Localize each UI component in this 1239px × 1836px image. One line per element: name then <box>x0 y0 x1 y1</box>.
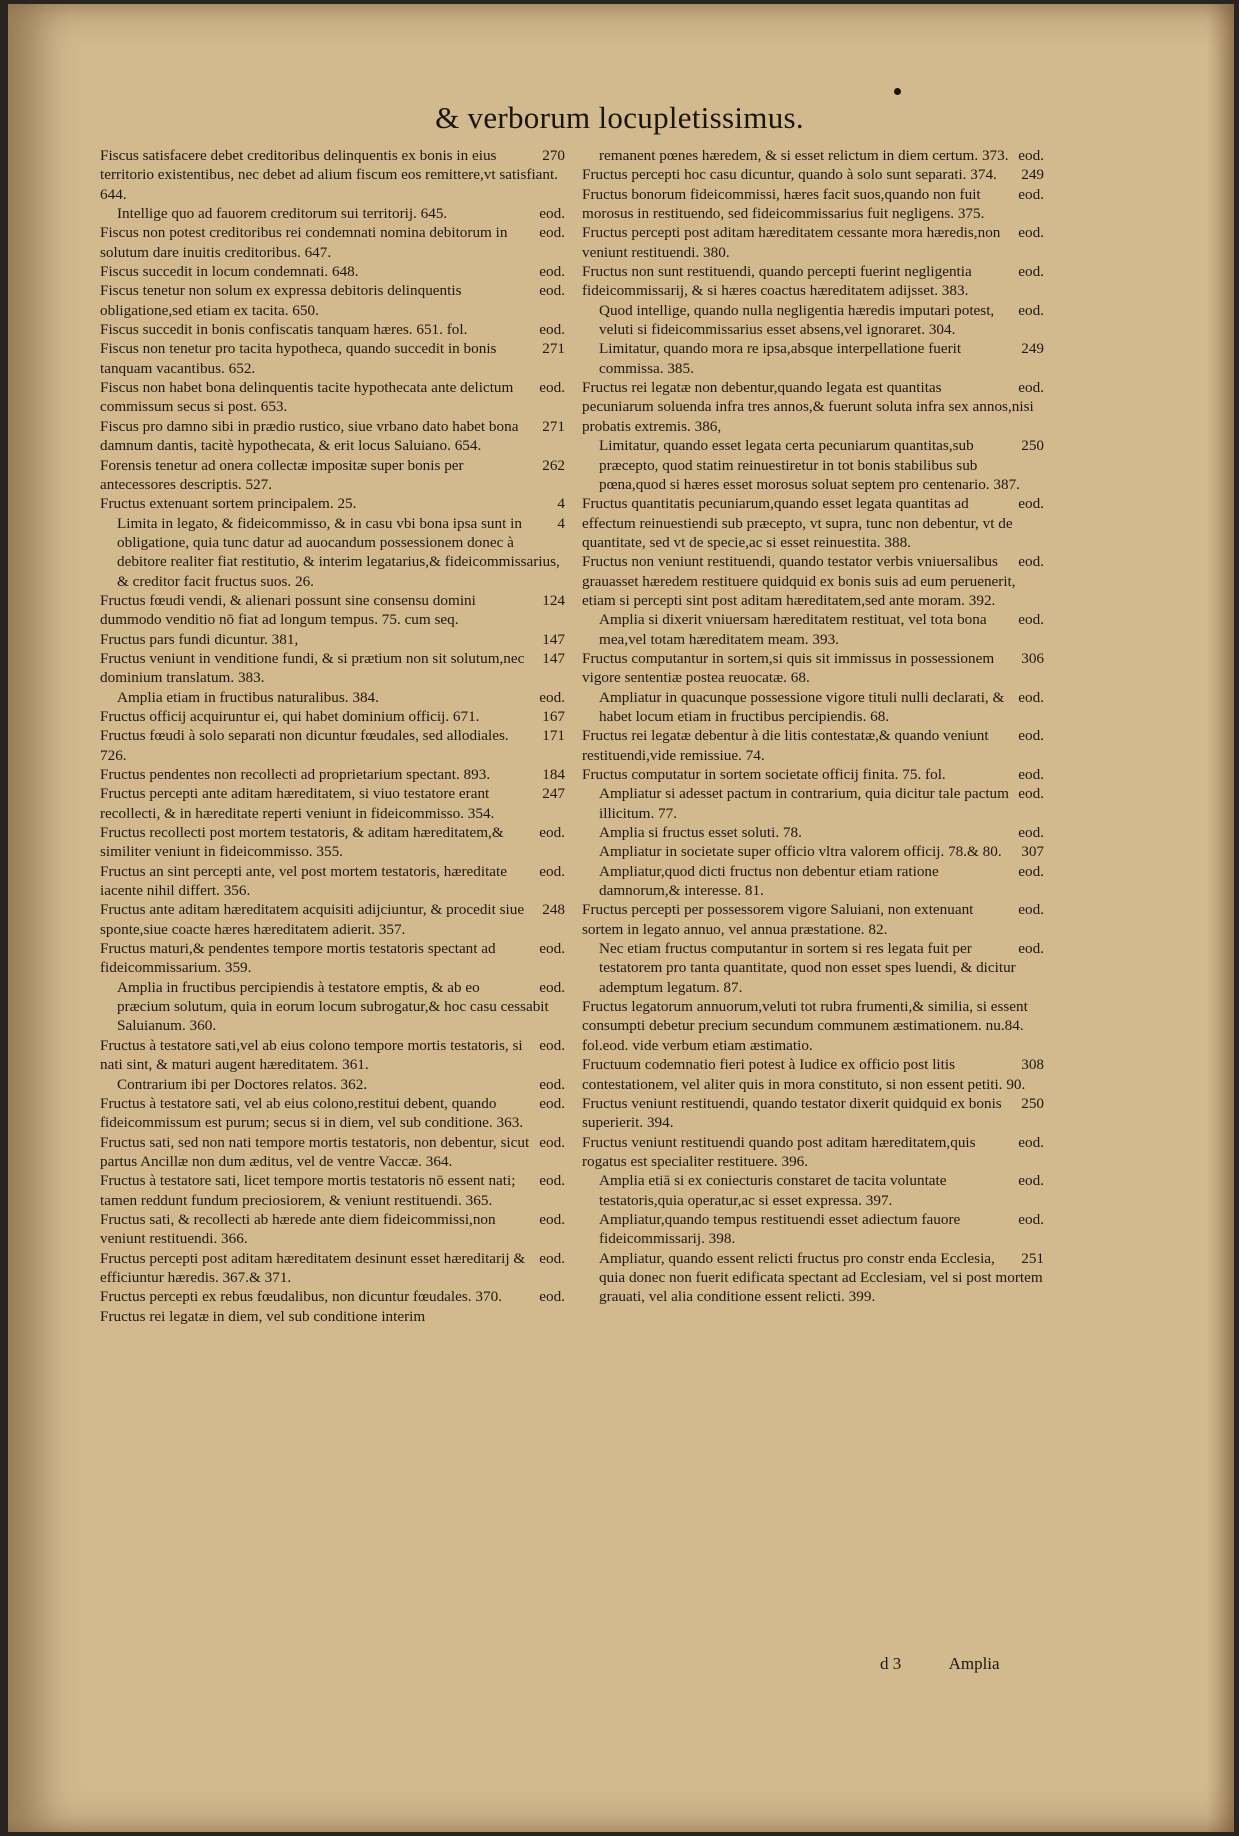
entry-text: Fructus percepti hoc casu dicuntur, quando à solo sunt separati. 374. <box>582 166 997 184</box>
entry-text: Fructus extenuant sortem principalem. 25. <box>100 495 357 513</box>
entry-text: Fructus veniunt in venditione fundi, & si prætium non sit solutum,nec dominium translatum. 383. <box>100 649 525 687</box>
entry-reference: 147 <box>542 630 565 648</box>
entry-text: Fructus percepti post aditam hæreditatem cessante mora hæredis,non veniunt restituendi. 380. <box>582 224 1001 261</box>
index-entry <box>100 900 565 939</box>
index-entry <box>582 823 1044 842</box>
entry-text: Fructus an sint percepti ante, vel post mortem testatoris, hæreditate iacente nihil differt. 356. <box>100 862 508 900</box>
entry-text: Limita in legato, & fideicommisso, & in casu vbi bona ipsa sunt in obligatione, quia tunc datur ad auocandum possessionem donec à debitore realiter fiat restitutio, & interim legatarius,& fideicommissarius, & creditor facit fructus suos. 26. <box>117 514 560 590</box>
entry-text: Amplia si dixerit vniuersam hæreditatem restituat, vel tota bona mea,vel totam hæreditatem meam. 393. <box>599 611 987 648</box>
entry-text: Amplia etiam in fructibus naturalibus. 384. <box>117 688 379 706</box>
index-entry <box>100 1094 565 1133</box>
entry-reference: eod. <box>539 1288 565 1306</box>
index-entry <box>100 456 565 495</box>
entry-text: Fructus à testatore sati, vel ab eius colono,restitui debent, quando fideicommissum est purum; secus si in diem, vel sub conditione. 363. <box>100 1094 524 1132</box>
index-entry <box>100 417 565 456</box>
index-entry <box>582 339 1044 378</box>
entry-reference: 4 <box>557 514 565 532</box>
entry-text: Nec etiam fructus computantur in sortem si res legata fuit per testatorem pro tanta quantitate, quod non esset spes luendi, & dicitur ademptum legatum. 87. <box>599 940 1016 996</box>
index-entry <box>582 726 1044 765</box>
entry-text: Amplia in fructibus percipiendis à testatore emptis, & ab eo præcium solutum, quia in eorum locum subrogatur,& hoc casu cessabit Saluianum. 360. <box>117 978 549 1035</box>
index-entry <box>100 1171 565 1210</box>
index-entry <box>100 339 565 378</box>
entry-reference: eod. <box>539 1210 565 1228</box>
entry-text: Fructus à testatore sati,vel ab eius colono tempore mortis testatoris, si nati sint, & maturi augent hæreditatem. 361. <box>100 1036 523 1074</box>
index-entry <box>100 146 565 204</box>
entry-text: Ampliatur si adesset pactum in contrarium, quia dicitur tale pactum illicitum. 77. <box>599 785 1009 822</box>
entry-text: Fructus veniunt restituendi, quando testator dixerit quidquid ex bonis superierit. 394. <box>582 1094 1002 1132</box>
index-entry <box>100 726 565 765</box>
index-entry <box>582 1133 1044 1172</box>
entry-reference: eod. <box>1018 263 1044 281</box>
entry-text: Fructus computatur in sortem societate officij finita. 75. fol. <box>582 766 946 783</box>
entry-text: Fructus à testatore sati, licet tempore mortis testatoris nō essent nati; tamen reddunt fundum preciosiorem, & veniunt restituendi. 365. <box>100 1172 516 1209</box>
entry-reference: eod. <box>1018 1133 1044 1151</box>
index-entry <box>582 378 1044 436</box>
entry-reference: 271 <box>542 340 565 358</box>
index-entry <box>100 320 565 339</box>
index-entry <box>100 1210 565 1249</box>
entry-text: Forensis tenetur ad onera collectæ impositæ super bonis per antecessores descriptis. 527. <box>100 456 464 493</box>
entry-text: Limitatur, quando mora re ipsa,absque interpellatione fuerit commissa. 385. <box>599 340 962 377</box>
index-entry <box>100 1075 565 1094</box>
index-entry <box>582 262 1044 301</box>
entry-text: Fructus quantitatis pecuniarum,quando esset legata quantitas ad effectum reinuestiendi sub præcepto, vt supra, tunc non debentur, vt de quantitate, sed vt de specie,ac si esset reinuestita. 388. <box>582 495 1013 551</box>
index-entry <box>582 165 1044 184</box>
entry-reference: 249 <box>1021 340 1044 358</box>
entry-text: Fructus bonorum fideicommissi, hæres facit suos,quando non fuit morosus in restituendo, sed fideicommissarius fuit negligens. 375. <box>582 185 985 223</box>
entry-reference: eod. <box>539 978 565 996</box>
entry-text: Limitatur, quando esset legata certa pecuniarum quantitas,sub præcepto, quod statim reinuestiretur in tot bonis stabilibus sub pœna,quod si hæres esset morosus soluat septem pro centenario. 387. <box>599 437 1020 493</box>
entry-reference: 270 <box>542 147 565 164</box>
entry-reference: 124 <box>542 591 565 609</box>
index-entry <box>100 591 565 630</box>
index-entry <box>582 552 1044 610</box>
entry-reference: eod. <box>1018 553 1044 571</box>
signature-mark: d 3 <box>880 1654 902 1673</box>
entry-text: Amplia etiā si ex coniecturis constaret de tacita voluntate testatoris,quia operatur,ac si esset expressa. 397. <box>599 1172 947 1209</box>
entry-reference: eod. <box>539 263 565 281</box>
entry-text: Fructus officij acquiruntur ei, qui habet dominium officij. 671. <box>100 707 480 725</box>
entry-text: Fiscus non habet bona delinquentis tacite hypothecata ante delictum commissum secus si post. 653. <box>100 379 514 416</box>
entry-text: Fiscus succedit in bonis confiscatis tanquam hæres. 651. fol. <box>100 321 468 339</box>
entry-reference: eod. <box>1018 185 1044 203</box>
index-entry <box>100 1307 565 1326</box>
entry-reference: eod. <box>1018 611 1044 629</box>
index-entry <box>100 688 565 707</box>
index-entry <box>582 1171 1044 1210</box>
entry-reference: eod. <box>539 1249 565 1267</box>
index-entry <box>100 1249 565 1288</box>
entry-text: Fructus sati, & recollecti ab hærede ante diem fideicommissi,non veniunt restituendi. 366. <box>100 1210 496 1248</box>
index-entry <box>582 765 1044 784</box>
entry-text: Ampliatur,quod dicti fructus non debentur etiam ratione damnorum,& interesse. 81. <box>599 862 939 900</box>
index-entry <box>100 862 565 901</box>
entry-reference: eod. <box>1018 862 1044 880</box>
entry-reference: 306 <box>1021 649 1044 667</box>
entry-reference: eod. <box>1018 379 1044 397</box>
entry-reference: eod. <box>1018 901 1044 919</box>
index-entry <box>100 630 565 649</box>
entry-reference: eod. <box>1018 1210 1044 1228</box>
index-entry <box>582 185 1044 224</box>
entry-reference: 262 <box>542 456 565 474</box>
index-entry <box>582 939 1044 997</box>
entry-text: Fiscus non potest creditoribus rei condemnati nomina debitorum in solutum dare inuitis creditoribus. 647. <box>100 224 508 261</box>
index-entry <box>100 223 565 262</box>
entry-reference: 147 <box>542 649 565 667</box>
entry-reference: eod. <box>539 1172 565 1190</box>
entry-reference: eod. <box>539 379 565 397</box>
index-entry <box>582 997 1044 1055</box>
index-entry <box>582 1210 1044 1249</box>
index-entry <box>100 262 565 281</box>
index-entry <box>100 494 565 513</box>
entry-reference: eod. <box>1018 727 1044 745</box>
index-entry <box>582 784 1044 823</box>
index-entry <box>100 765 565 784</box>
index-entry <box>582 862 1044 901</box>
entry-text: Fructus ante aditam hæreditatem acquisiti adijciuntur, & procedit siue sponte,siue coacte hæres hæreditatem adierit. 357. <box>100 901 525 938</box>
entry-text: Fructus percepti post aditam hæreditatem desinunt esset hæreditarij & efficiuntur hæredis. 367.& 371. <box>100 1249 526 1286</box>
entry-reference: 271 <box>542 417 565 435</box>
entry-reference: eod. <box>539 688 565 706</box>
entry-text: Fructus fœudi à solo separati non dicuntur fœudales, sed allodiales. 726. <box>100 727 509 764</box>
index-entry <box>582 1249 1044 1307</box>
entry-text: Fructus pars fundi dicuntur. 381, <box>100 630 299 648</box>
entry-reference: eod. <box>539 1036 565 1054</box>
index-entry <box>100 978 565 1036</box>
entry-reference: eod. <box>539 205 565 223</box>
entry-reference: eod. <box>539 224 565 242</box>
ink-dot <box>894 88 901 95</box>
entry-text: Intellige quo ad fauorem creditorum sui territorij. 645. <box>117 205 448 223</box>
index-entry <box>100 1287 565 1306</box>
entry-reference: eod. <box>539 1075 565 1093</box>
entry-reference: eod. <box>1018 224 1044 242</box>
entry-reference: eod. <box>539 321 565 339</box>
entry-text: Fiscus tenetur non solum ex expressa debitoris delinquentis obligatione,sed etiam ex tacita. 650. <box>100 282 462 319</box>
entry-reference: 308 <box>1021 1056 1044 1074</box>
entry-reference: eod. <box>539 1094 565 1112</box>
index-entry <box>100 939 565 978</box>
entry-text: Quod intellige, quando nulla negligentia hæredis imputari potest, veluti si fideicommissarius esset absens,vel ignoraret. 304. <box>599 301 995 339</box>
entry-text: Fiscus pro damno sibi in prædio rustico, siue vrbano dato habet bona damnum dantis, tacitè hypothecata, & erit locus Saluiano. 654. <box>100 417 519 455</box>
index-column-right <box>582 146 1044 1307</box>
entry-reference: eod. <box>539 862 565 880</box>
index-entry <box>582 494 1044 552</box>
page-header: & verborum locupletissimus. <box>435 100 804 135</box>
entry-text: Fructus veniunt restituendi quando post aditam hæreditatem,quis rogatus est specialiter restituere. 396. <box>582 1133 976 1170</box>
entry-text: Fiscus succedit in locum condemnati. 648. <box>100 263 359 281</box>
entry-reference: eod. <box>1018 940 1044 958</box>
entry-text: Contrarium ibi per Doctores relatos. 362. <box>117 1075 368 1093</box>
entry-text: Fructus rei legatæ in diem, vel sub conditione interim <box>100 1307 426 1325</box>
index-entry <box>582 146 1044 165</box>
entry-reference: eod. <box>539 1133 565 1151</box>
index-entry <box>100 378 565 417</box>
index-entry <box>100 784 565 823</box>
index-entry <box>100 707 565 726</box>
index-entry <box>582 649 1044 688</box>
entry-reference: eod. <box>539 824 565 842</box>
entry-text: Fructus legatorum annuorum,veluti tot rubra frumenti,& similia, si essent consumpti debetur precium secundum communem æstimationem. nu.84. fol.eod. vide verbum etiam æstimatio. <box>582 998 1028 1054</box>
entry-text: Fructuum codemnatio fieri potest à Iudice ex officio post litis contestationem, vel aliter quis in mora constituto, si non essent petiti. 90. <box>582 1056 1026 1093</box>
index-entry <box>582 1094 1044 1133</box>
entry-reference: eod. <box>1018 495 1044 513</box>
entry-text: Fructus percepti per possessorem vigore Saluiani, non extenuant sortem in legato annuo, vel annua præstatione. 82. <box>582 901 974 938</box>
entry-reference: 4 <box>557 495 565 513</box>
entry-text: remanent pœnes hæredem, & si esset relictum in diem certum. 373. <box>599 147 1009 164</box>
index-entry <box>100 1036 565 1075</box>
entry-text: Fructus non veniunt restituendi, quando testator verbis vniuersalibus grauasset hæredem restituere quidquid ex bonis suis ad eum peruenerit, etiam si percepti sint post aditam hæreditatem,sed ante moram. 392. <box>582 553 1016 609</box>
entry-reference: 307 <box>1021 843 1044 861</box>
entry-text: Fructus recollecti post mortem testatoris, & aditam hæreditatem,& similiter veniunt in fideicommisso. 355. <box>100 824 504 861</box>
entry-reference: eod. <box>1018 1172 1044 1190</box>
entry-reference: 247 <box>542 785 565 803</box>
entry-reference: eod. <box>1018 301 1044 319</box>
entry-reference: 184 <box>542 766 565 783</box>
entry-text: Ampliatur, quando essent relicti fructus pro constr enda Ecclesia, quia donec non fuerit edificata spectant ad Ecclesiam, vel si post mortem grauati, vel alia conditione essent relicti. 399. <box>599 1249 1043 1306</box>
entry-text: Fiscus non tenetur pro tacita hypotheca, quando succedit in bonis tanquam vacantibus. 652. <box>100 340 497 377</box>
index-entry <box>582 900 1044 939</box>
entry-reference: 248 <box>542 901 565 919</box>
entry-text: Amplia si fructus esset soluti. 78. <box>599 824 802 842</box>
index-entry <box>100 204 565 223</box>
entry-reference: eod. <box>539 940 565 958</box>
index-entry <box>582 842 1044 861</box>
entry-text: Ampliatur in quacunque possessione vigore tituli nulli declarati, & habet locum etiam in fructibus percipiendis. 68. <box>599 688 1005 725</box>
index-entry <box>100 281 565 320</box>
index-entry <box>582 1055 1044 1094</box>
index-entry <box>582 436 1044 494</box>
index-entry <box>582 301 1044 340</box>
entry-reference: 249 <box>1021 166 1044 184</box>
entry-reference: 250 <box>1021 437 1044 455</box>
entry-reference: eod. <box>1018 147 1044 164</box>
entry-text: Fiscus satisfacere debet creditoribus delinquentis ex bonis in eius territorio existentibus, nec debet ad alium fiscum eos remittere,vt satisfiant. 644. <box>100 147 559 203</box>
entry-reference: 167 <box>542 707 565 725</box>
page-footer <box>880 1654 1044 1674</box>
catchword: Amplia <box>948 1654 1000 1673</box>
entry-text: Fructus maturi,& pendentes tempore mortis testatoris spectant ad fideicommissarium. 359. <box>100 940 496 977</box>
entry-reference: eod. <box>1018 688 1044 706</box>
entry-reference: eod. <box>1018 766 1044 783</box>
entry-reference: eod. <box>539 282 565 300</box>
index-column-left <box>100 146 565 1326</box>
entry-reference: eod. <box>1018 824 1044 842</box>
entry-text: Fructus rei legatæ non debentur,quando legata est quantitas pecuniarum soluenda infra tres annos,& fuerunt soluta infra sex annos,nisi probatis extremis. 386, <box>582 379 1034 435</box>
entry-text: Ampliatur,quando tempus restituendi esset adiectum fauore fideicommissarij. 398. <box>599 1210 961 1248</box>
entry-reference: 251 <box>1021 1249 1044 1267</box>
entry-text: Fructus fœudi vendi, & alienari possunt sine consensu domini dummodo venditio nō fiat ad longum tempus. 75. cum seq. <box>100 591 476 629</box>
entry-text: Fructus pendentes non recollecti ad proprietarium spectant. 893. <box>100 766 491 783</box>
entry-text: Fructus rei legatæ debentur à die litis contestatæ,& quando veniunt restituendi,vide remissiue. 74. <box>582 727 989 764</box>
index-entry <box>582 610 1044 649</box>
index-entry <box>582 223 1044 262</box>
index-entry <box>100 823 565 862</box>
entry-text: Fructus non sunt restituendi, quando percepti fuerint negligentia fideicommissarij, & si hæres coactus hæreditatem adijsset. 383. <box>582 263 972 300</box>
entry-text: Fructus percepti ex rebus fœudalibus, non dicuntur fœudales. 370. <box>100 1288 502 1306</box>
entry-text: Fructus percepti ante aditam hæreditatem, si viuo testatore erant recollecti, & in hæreditate reperti veniunt in fideicommisso. 354. <box>100 785 495 822</box>
index-entry <box>100 514 565 591</box>
entry-reference: 250 <box>1021 1094 1044 1112</box>
index-entry <box>582 688 1044 727</box>
entry-reference: eod. <box>1018 785 1044 803</box>
entry-text: Fructus computantur in sortem,si quis sit immissus in possessionem vigore sententiæ postea reuocatæ. 68. <box>582 649 995 687</box>
page-edge-shadow <box>1206 4 1234 1832</box>
index-entry <box>100 1133 565 1172</box>
index-entry <box>100 649 565 688</box>
entry-text: Ampliatur in societate super officio vltra valorem officij. 78.& 80. <box>599 843 1002 861</box>
entry-text: Fructus sati, sed non nati tempore mortis testatoris, non debentur, sicut partus Ancillæ non dum æditus, vel de ventre Vaccæ. 364. <box>100 1133 530 1170</box>
entry-reference: 171 <box>542 727 565 745</box>
